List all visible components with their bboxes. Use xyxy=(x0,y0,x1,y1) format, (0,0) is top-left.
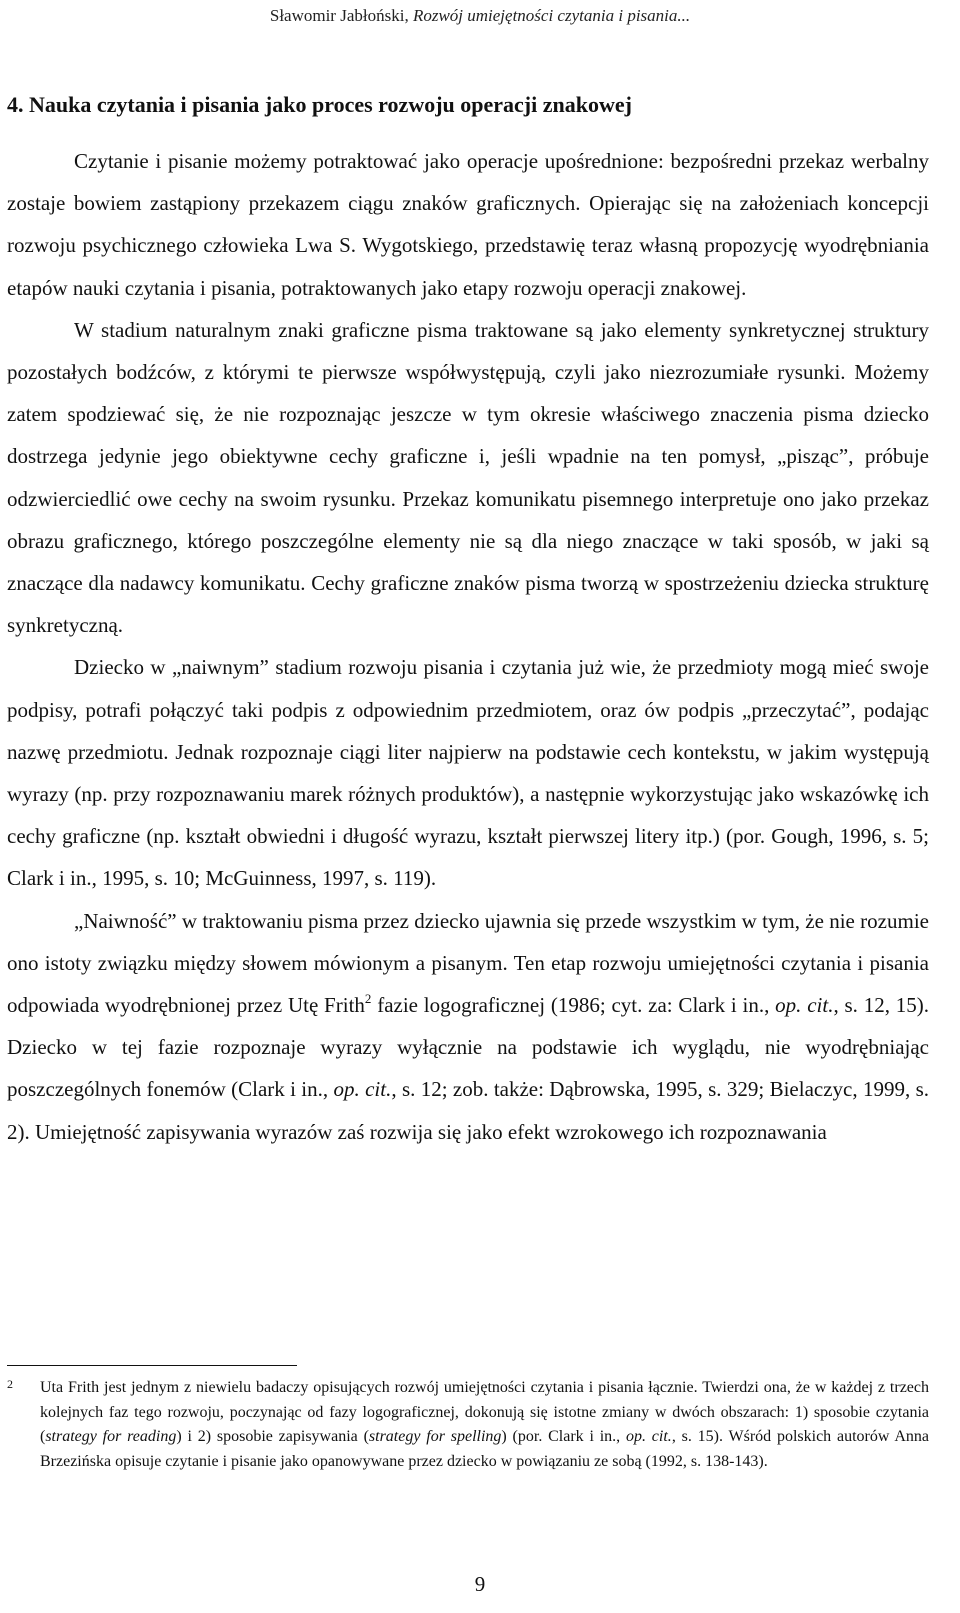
footnote-reference[interactable]: 2 xyxy=(364,991,372,1007)
footnote-divider xyxy=(7,1365,297,1366)
paragraph-4 xyxy=(7,900,929,1153)
footnote-italic-2: strategy for spelling xyxy=(368,1428,502,1445)
footnote-part-d: , s. 15). Wśród polskich autorów Anna Brzezińska opisuje czytanie i pisanie jako opanowywane przez dziecko w powiązaniu ze sobą (1992, s. 138-143). xyxy=(40,1428,930,1470)
paragraph-3: Dziecko w „naiwnym” stadium rozwoju pisania i czytania już wie, że przedmioty mogą mieć swoje podpisy, potrafi połączyć taki podpis z odpowiednim przedmiotem, oraz ów podpis „przeczytać”, podając nazwę przedmiotu. Jednak rozpoznaje ciągi liter najpierw na podstawie cech kontekstu, w jakim występują wyrazy (np. przy rozpoznawaniu marek różnych produktów), a następnie wykorzystując jako wskazówkę ich cechy graficzne (np. kształt obwiedni i długość wyrazu, kształt pierwszej litery itp.) (por. Gough, 1996, s. 5; Clark i in., 1995, s. 10; McGuinness, 1997, s. 119). xyxy=(7,655,929,891)
page-number: 9 xyxy=(474,1572,486,1596)
footnote-part-c: ) (por. Clark i in., xyxy=(501,1428,626,1445)
footnote-italic-3: op. cit. xyxy=(626,1428,672,1445)
footnote-part-b: ) i 2) sposobie zapisywania ( xyxy=(176,1428,369,1445)
header-title: Rozwój umiejętności czytania i pisania... xyxy=(412,6,691,25)
section-heading: 4. Nauka czytania i pisania jako proces rozwoju operacji znakowej xyxy=(7,92,632,117)
paragraph-4-italic-1: op. cit. xyxy=(775,993,834,1018)
paragraph-1: Czytanie i pisanie możemy potraktować jako operacje upośrednione: bezpośredni przekaz werbalny zostaje bowiem zastąpiony przekazem ciągu znaków graficznych. Opierając się na założeniach koncepcji rozwoju psychicznego człowieka Lwa S. Wygotskiego, przedstawię teraz własną propozycję wyodrębniania etapów nauki czytania i pisania, potraktowanych jako etapy rozwoju operacji znakowej. xyxy=(7,149,929,300)
header-author: Sławomir Jabłoński, xyxy=(269,6,413,25)
footnote-part-a: Uta Frith jest jednym z niewielu badaczy opisujących rozwój umiejętności czytania i pisania łącznie. Twierdzi ona, że w każdej z trzech kolejnych faz tego rozwoju, poczynając od fazy logograficznej, dokonują się istotne zmiany w dwóch obszarach: 1) sposobie czytania ( xyxy=(40,1379,929,1445)
paragraph-4-part-a: „Naiwność” w traktowaniu pisma przez dziecko ujawnia się przede wszystkim w tym, że nie rozumie ono istoty związku między słowem mówionym a pisanym. Ten etap rozwoju umiejętności czytania i pisania odpowiada wyodrębnionej przez Utę Frith xyxy=(7,908,929,1018)
paragraph-4-part-c: , s. 12, 15). Dziecko w tej fazie rozpoznaje wyrazy wyłącznie na podstawie ich wyglądu, nie wyodrębniając poszczególnych fonemów (Clark i in., xyxy=(7,993,929,1102)
paragraph-4-part-b: fazie logograficznej (1986; cyt. za: Clark i in., xyxy=(371,993,776,1018)
footnote-mark: 2 xyxy=(7,1377,13,1391)
running-header xyxy=(0,6,960,26)
paragraph-4-part-d: , s. 12; zob. także: Dąbrowska, 1995, s. 329; Bielaczyc, 1999, s. 2). Umiejętność zapisywania wyrazów zaś rozwija się jako efekt wzrokowego ich rozpoznawania xyxy=(7,1077,929,1144)
footnote xyxy=(7,1376,929,1474)
footnote-text xyxy=(7,1376,929,1474)
paragraph-4-italic-2: op. cit. xyxy=(333,1077,392,1102)
footnote-italic-1: strategy for reading xyxy=(45,1428,177,1445)
paragraph-2: W stadium naturalnym znaki graficzne pisma traktowane są jako elementy synkretycznej struktury pozostałych bodźców, z którymi te pierwsze współwystępują, czyli jako niezrozumiałe rysunki. Możemy zatem spodziewać się, że nie rozpoznając jeszcze w tym okresie właściwego znaczenia pisma dziecko dostrzega jedynie jego obiektywne cechy graficzne i, jeśli wpadnie na ten pomysł, „pisząc”, próbuje odzwierciedlić owe cechy na swoim rysunku. Przekaz komunikatu pisemnego interpretuje ono jako przekaz obrazu graficznego, którego poszczególne elementy nie są dla niego znaczące w taki sposób, w jaki są znaczące dla nadawcy komunikatu. Cechy graficzne znaków pisma tworzą w spostrzeżeniu dziecka strukturę synkretyczną. xyxy=(7,317,929,638)
main-content xyxy=(7,90,929,1153)
